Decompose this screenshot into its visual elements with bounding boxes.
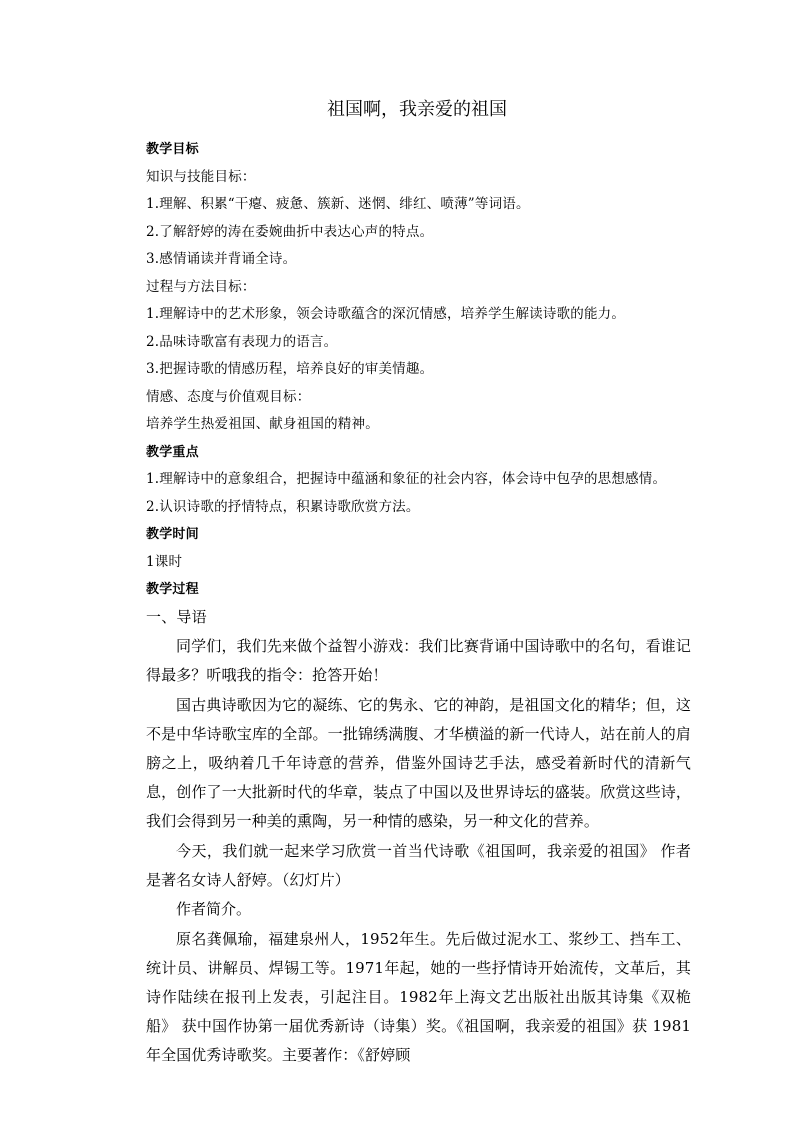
emotion-goal-item-1: 培养学生热爱祖国、献身祖国的精神。 xyxy=(146,416,379,432)
document-body xyxy=(146,136,691,1070)
knowledge-item-1: 1.理解、积累“干瘪、疲惫、簇新、迷惘、绯红、喷薄”等词语。 xyxy=(146,196,530,212)
knowledge-item-3: 3.感情诵读并背诵全诗。 xyxy=(146,251,297,267)
process-goal-item-3: 3.把握诗歌的情感历程，培养良好的审美情趣。 xyxy=(146,361,434,377)
knowledge-item-2: 2.了解舒婷的涛在委婉曲折中表达心声的特点。 xyxy=(146,223,434,240)
key-point-item-1: 1.理解诗中的意象组合，把握诗中蕴涵和象征的社会内容，体会诗中包孕的思想感情。 xyxy=(146,471,667,487)
process-heading: 教学过程 xyxy=(146,582,199,597)
knowledge-heading: 知识与技能目标： xyxy=(146,168,256,185)
author-paragraph: 原名龚佩瑜，福建泉州人，1952年生。先后做过泥水工、浆纱工、挡车工、统计员、讲解员、焊锡工等。1971年起，她的一些抒情诗开始流传，文革后，其诗作陆续在报刊上发表，引起注目。1982年上海文艺出版社出版其诗集《双桅船》 获中国作协第一届优秀新诗（诗集）奖。《祖国啊，我亲爱的祖国》获 1981年全国优秀诗歌奖。主要著作：《舒婷顾 xyxy=(146,930,691,1064)
author-heading: 作者简介。 xyxy=(176,900,252,918)
document-title: 祖国啊，我亲爱的祖国 xyxy=(327,99,507,120)
process-goal-item-2: 2.品味诗歌富有表现力的语言。 xyxy=(146,333,338,350)
process-goal-item-1: 1.理解诗中的艺术形象，领会诗歌蕴含的深沉情感，培养学生解读诗歌的能力。 xyxy=(146,306,626,322)
time-heading: 教学时间 xyxy=(146,527,199,542)
intro-paragraph-3: 今天，我们就一起来学习欣赏一首当代诗歌《祖国呵，我亲爱的祖国》 作者是著名女诗人舒婷。（幻灯片） xyxy=(146,842,691,889)
intro-paragraph-1: 同学们，我们先来做个益智小游戏：我们比赛背诵中国诗歌中的名句，看谁记得最多？听哦我的指令：抢答开始！ xyxy=(146,637,691,684)
intro-paragraph-2: 国古典诗歌因为它的凝练、它的隽永、它的神韵，是祖国文化的精华；但，这不是中华诗歌宝库的全部。一批锦绣满腹、才华横溢的新一代诗人，站在前人的肩膀之上，吸纳着几千年诗意的营养，借鉴外国诗艺手法，感受着新时代的清新气息，创作了一大批新时代的华章，装点了中国以及世界诗坛的盛装。欣赏这些诗，我们会得到另一种美的熏陶，另一种情的感染，另一种文化的营养。 xyxy=(146,696,691,830)
emotion-goal-heading: 情感、态度与价值观目标： xyxy=(146,388,311,405)
key-point-item-2: 2.认识诗歌的抒情特点，积累诗歌欣赏方法。 xyxy=(146,498,420,515)
objectives-heading: 教学目标 xyxy=(146,142,199,157)
section-intro: 一、导语 xyxy=(146,607,207,626)
process-goal-heading: 过程与方法目标： xyxy=(146,278,256,295)
time-value: 1课时 xyxy=(146,553,183,570)
key-points-heading: 教学重点 xyxy=(146,444,199,460)
